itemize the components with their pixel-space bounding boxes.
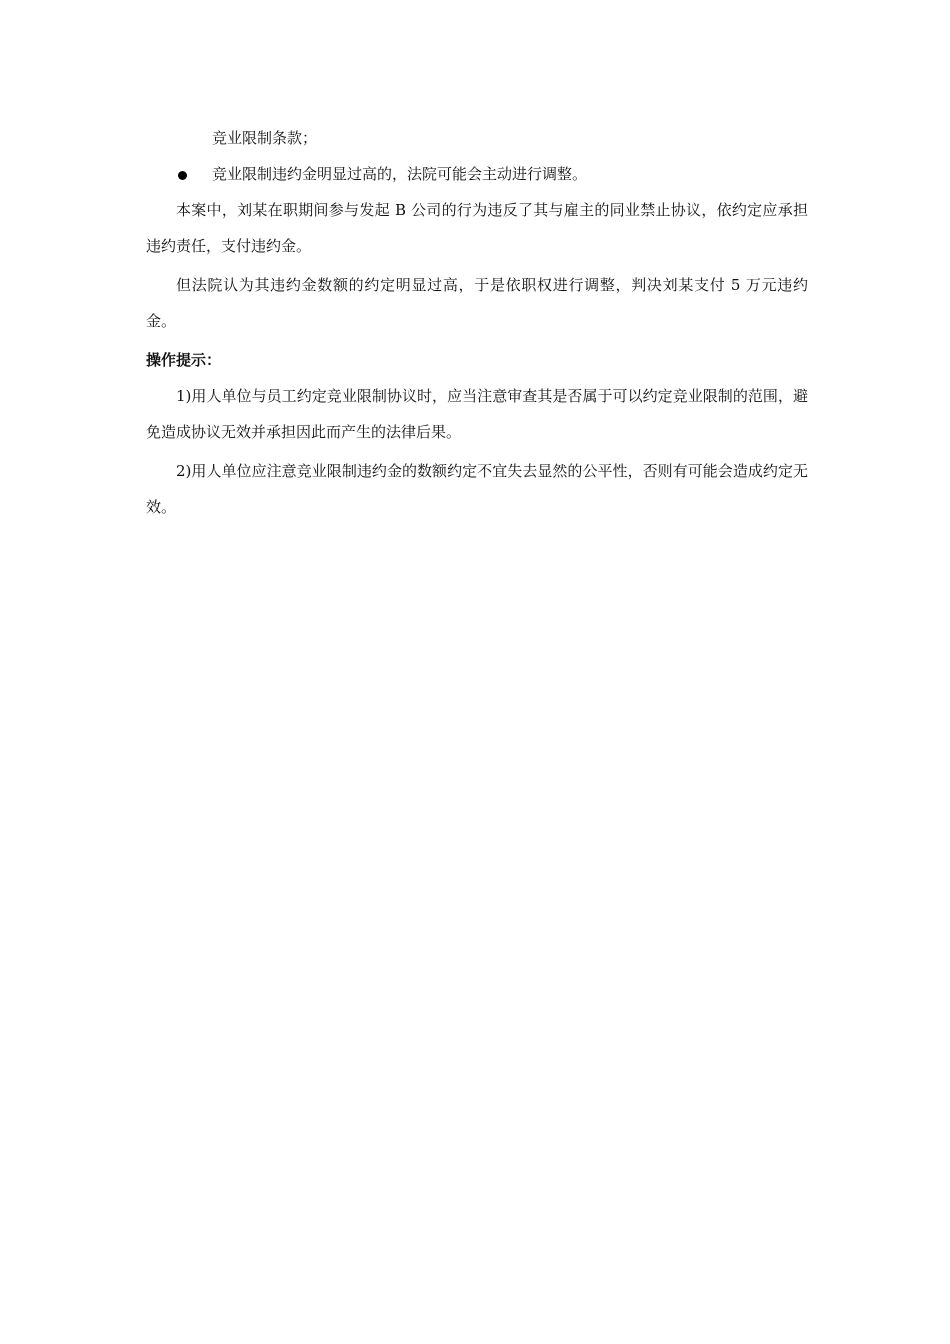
- bullet-dot-icon: [178, 171, 187, 180]
- tip-paragraph-1: 1)用人单位与员工约定竞业限制协议时，应当注意审查其是否属于可以约定竞业限制的范围，避免造成协议无效并承担因此而产生的法律后果。: [146, 387, 808, 441]
- document-body: [146, 120, 808, 528]
- bullet-item-text: 竞业限制违约金明显过高的，法院可能会主动进行调整。: [212, 165, 588, 183]
- tips-heading: 操作提示：: [146, 351, 222, 369]
- bullet-list-item: [146, 156, 808, 192]
- tip-paragraph-2: 2)用人单位应注意竞业限制违约金的数额约定不宜失去显然的公平性，否则有可能会造成约定无效。: [146, 462, 808, 516]
- case-paragraph-2: 但法院认为其违约金数额的约定明显过高，于是依职权进行调整，判决刘某支付 5 万元违约金。: [146, 276, 808, 330]
- case-paragraph-1: 本案中，刘某在职期间参与发起 B 公司的行为违反了其与雇主的同业禁止协议，依约定应承担违约责任，支付违约金。: [146, 201, 808, 255]
- continuation-line: 竞业限制条款；: [212, 129, 318, 147]
